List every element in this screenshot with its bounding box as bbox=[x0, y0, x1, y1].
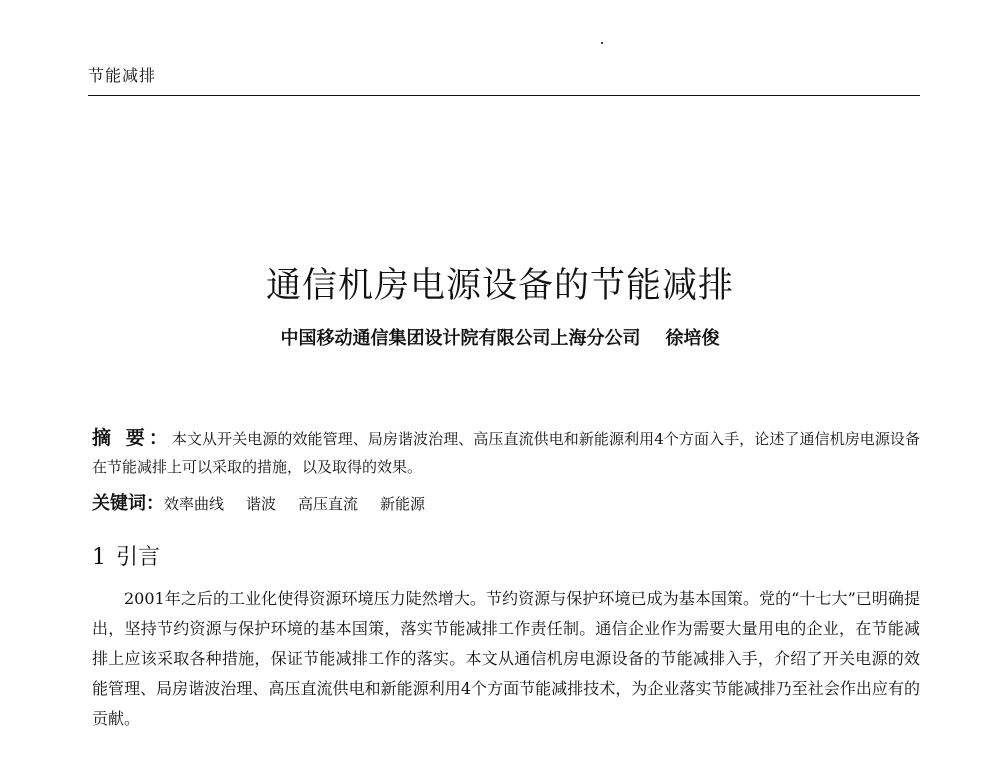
abstract-text: 本文从开关电源的效能管理、局房谐波治理、高压直流供电和新能源利用4个方面入手，论述了通信机房电源设备在节能减排上可以采取的措施，以及取得的效果。 bbox=[92, 430, 920, 476]
section-title: 引言 bbox=[116, 545, 161, 570]
body-paragraph: 2001年之后的工业化使得资源环境压力陡然增大。节约资源与保护环境已成为基本国策。党的“十七大”已明确提出，坚持节约资源与保护环境的基本国策，落实节能减排工作责任制。通信企业作为需要大量用电的企业，在节能减排上应该采取各种措施，保证节能减排工作的落实。本文从通信机房电源设备的节能减排入手，介绍了开关电源的效能管理、局房谐波治理、高压直流供电和新能源利用4个方面节能减排技术，为企业落实节能减排乃至社会作出应有的贡献。 bbox=[92, 589, 920, 728]
paper-title: 通信机房电源设备的节能减排 bbox=[265, 266, 734, 306]
keywords bbox=[92, 490, 920, 518]
running-head: 节能减排 bbox=[88, 66, 157, 85]
abstract-label: 摘 要： bbox=[92, 427, 172, 449]
abstract bbox=[92, 424, 920, 481]
keyword: 效率曲线 bbox=[164, 495, 225, 513]
section-number: 1 bbox=[92, 545, 106, 570]
section-heading bbox=[92, 540, 160, 571]
scan-speck bbox=[601, 42, 603, 44]
author: 徐培俊 bbox=[665, 328, 720, 349]
keyword: 新能源 bbox=[380, 495, 426, 513]
keyword: 高压直流 bbox=[298, 495, 359, 513]
keywords-label: 关键词： bbox=[92, 493, 164, 514]
header-rule bbox=[88, 95, 920, 96]
affiliation: 中国移动通信集团设计院有限公司上海分公司 bbox=[280, 328, 641, 349]
keyword: 谐波 bbox=[246, 495, 277, 513]
byline bbox=[0, 324, 1000, 350]
